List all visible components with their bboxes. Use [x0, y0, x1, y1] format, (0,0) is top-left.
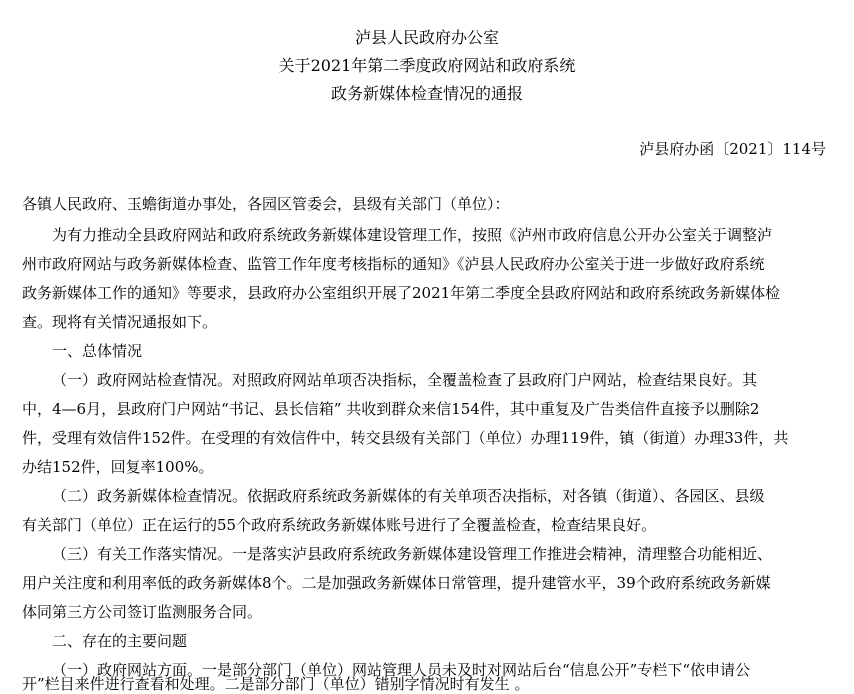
paragraph-line: （一）政府网站方面。一是部分部门（单位）网站管理人员未及时对网站后台“信息公开”专栏下“依申请公: [52, 661, 751, 679]
intro-line: 查。现将有关情况通报如下。: [22, 313, 218, 331]
paragraph-line: 开”栏目来件进行查看和处理。二是部分部门（单位）错别字情况时有发生 。: [22, 675, 530, 693]
paragraph-line: 有关部门（单位）正在运行的55个政府系统政务新媒体账号进行了全覆盖检查，检查结果良好。: [22, 516, 657, 534]
paragraph-line: （二）政务新媒体检查情况。依据政府系统政务新媒体的有关单项否决指标，对各镇（街道）、各园区、县级: [52, 487, 765, 505]
section-heading-overall: 一、总体情况: [52, 342, 143, 360]
section-heading-problems: 二、存在的主要问题: [52, 632, 188, 650]
addressee: 各镇人民政府、玉蟾街道办事处，各园区管委会，县级有关部门（单位）：: [22, 195, 510, 213]
paragraph-line: 体同第三方公司签订监测服务合同。: [22, 603, 263, 621]
title-line-1: 关于2021年第二季度政府网站和政府系统: [278, 56, 576, 75]
intro-line: 为有力推动全县政府网站和政府系统政务新媒体建设管理工作，按照《泸州市政府信息公开办公室关于调整泸: [52, 226, 773, 244]
issuer-heading: 泸县人民政府办公室: [354, 28, 499, 47]
paragraph-line: （一）政府网站检查情况。对照政府网站单项否决指标，全覆盖检查了县政府门户网站，检查结果良好。其: [52, 371, 758, 389]
document-number: 泸县府办函〔2021〕114号: [639, 140, 826, 158]
title-line-2: 政务新媒体检查情况的通报: [330, 84, 523, 103]
paragraph-line: 中，4—6月，县政府门户网站“书记、县长信箱” 共收到群众来信154件，其中重复及广告类信件直接予以删除2: [22, 400, 760, 418]
paragraph-line: 办结152件，回复率100%。: [22, 458, 214, 476]
paragraph-line: 件，受理有效信件152件。在受理的有效信件中，转交县级有关部门（单位）办理119件，镇（街道）办理33件，共: [22, 429, 789, 447]
intro-line: 政务新媒体工作的通知》等要求，县政府办公室组织开展了2021年第二季度全县政府网站和政府系统政务新媒体检: [22, 284, 781, 302]
intro-line: 州市政府网站与政务新媒体检查、监管工作年度考核指标的通知》《泸县人民政府办公室关于进一步做好政府系统: [22, 255, 765, 273]
paragraph-line: 用户关注度和利用率低的政务新媒体8个。二是加强政务新媒体日常管理，提升建管水平，39个政府系统政务新媒: [22, 574, 771, 592]
paragraph-line: （三）有关工作落实情况。一是落实泸县政府系统政务新媒体建设管理工作推进会精神，清理整合功能相近、: [52, 545, 773, 563]
